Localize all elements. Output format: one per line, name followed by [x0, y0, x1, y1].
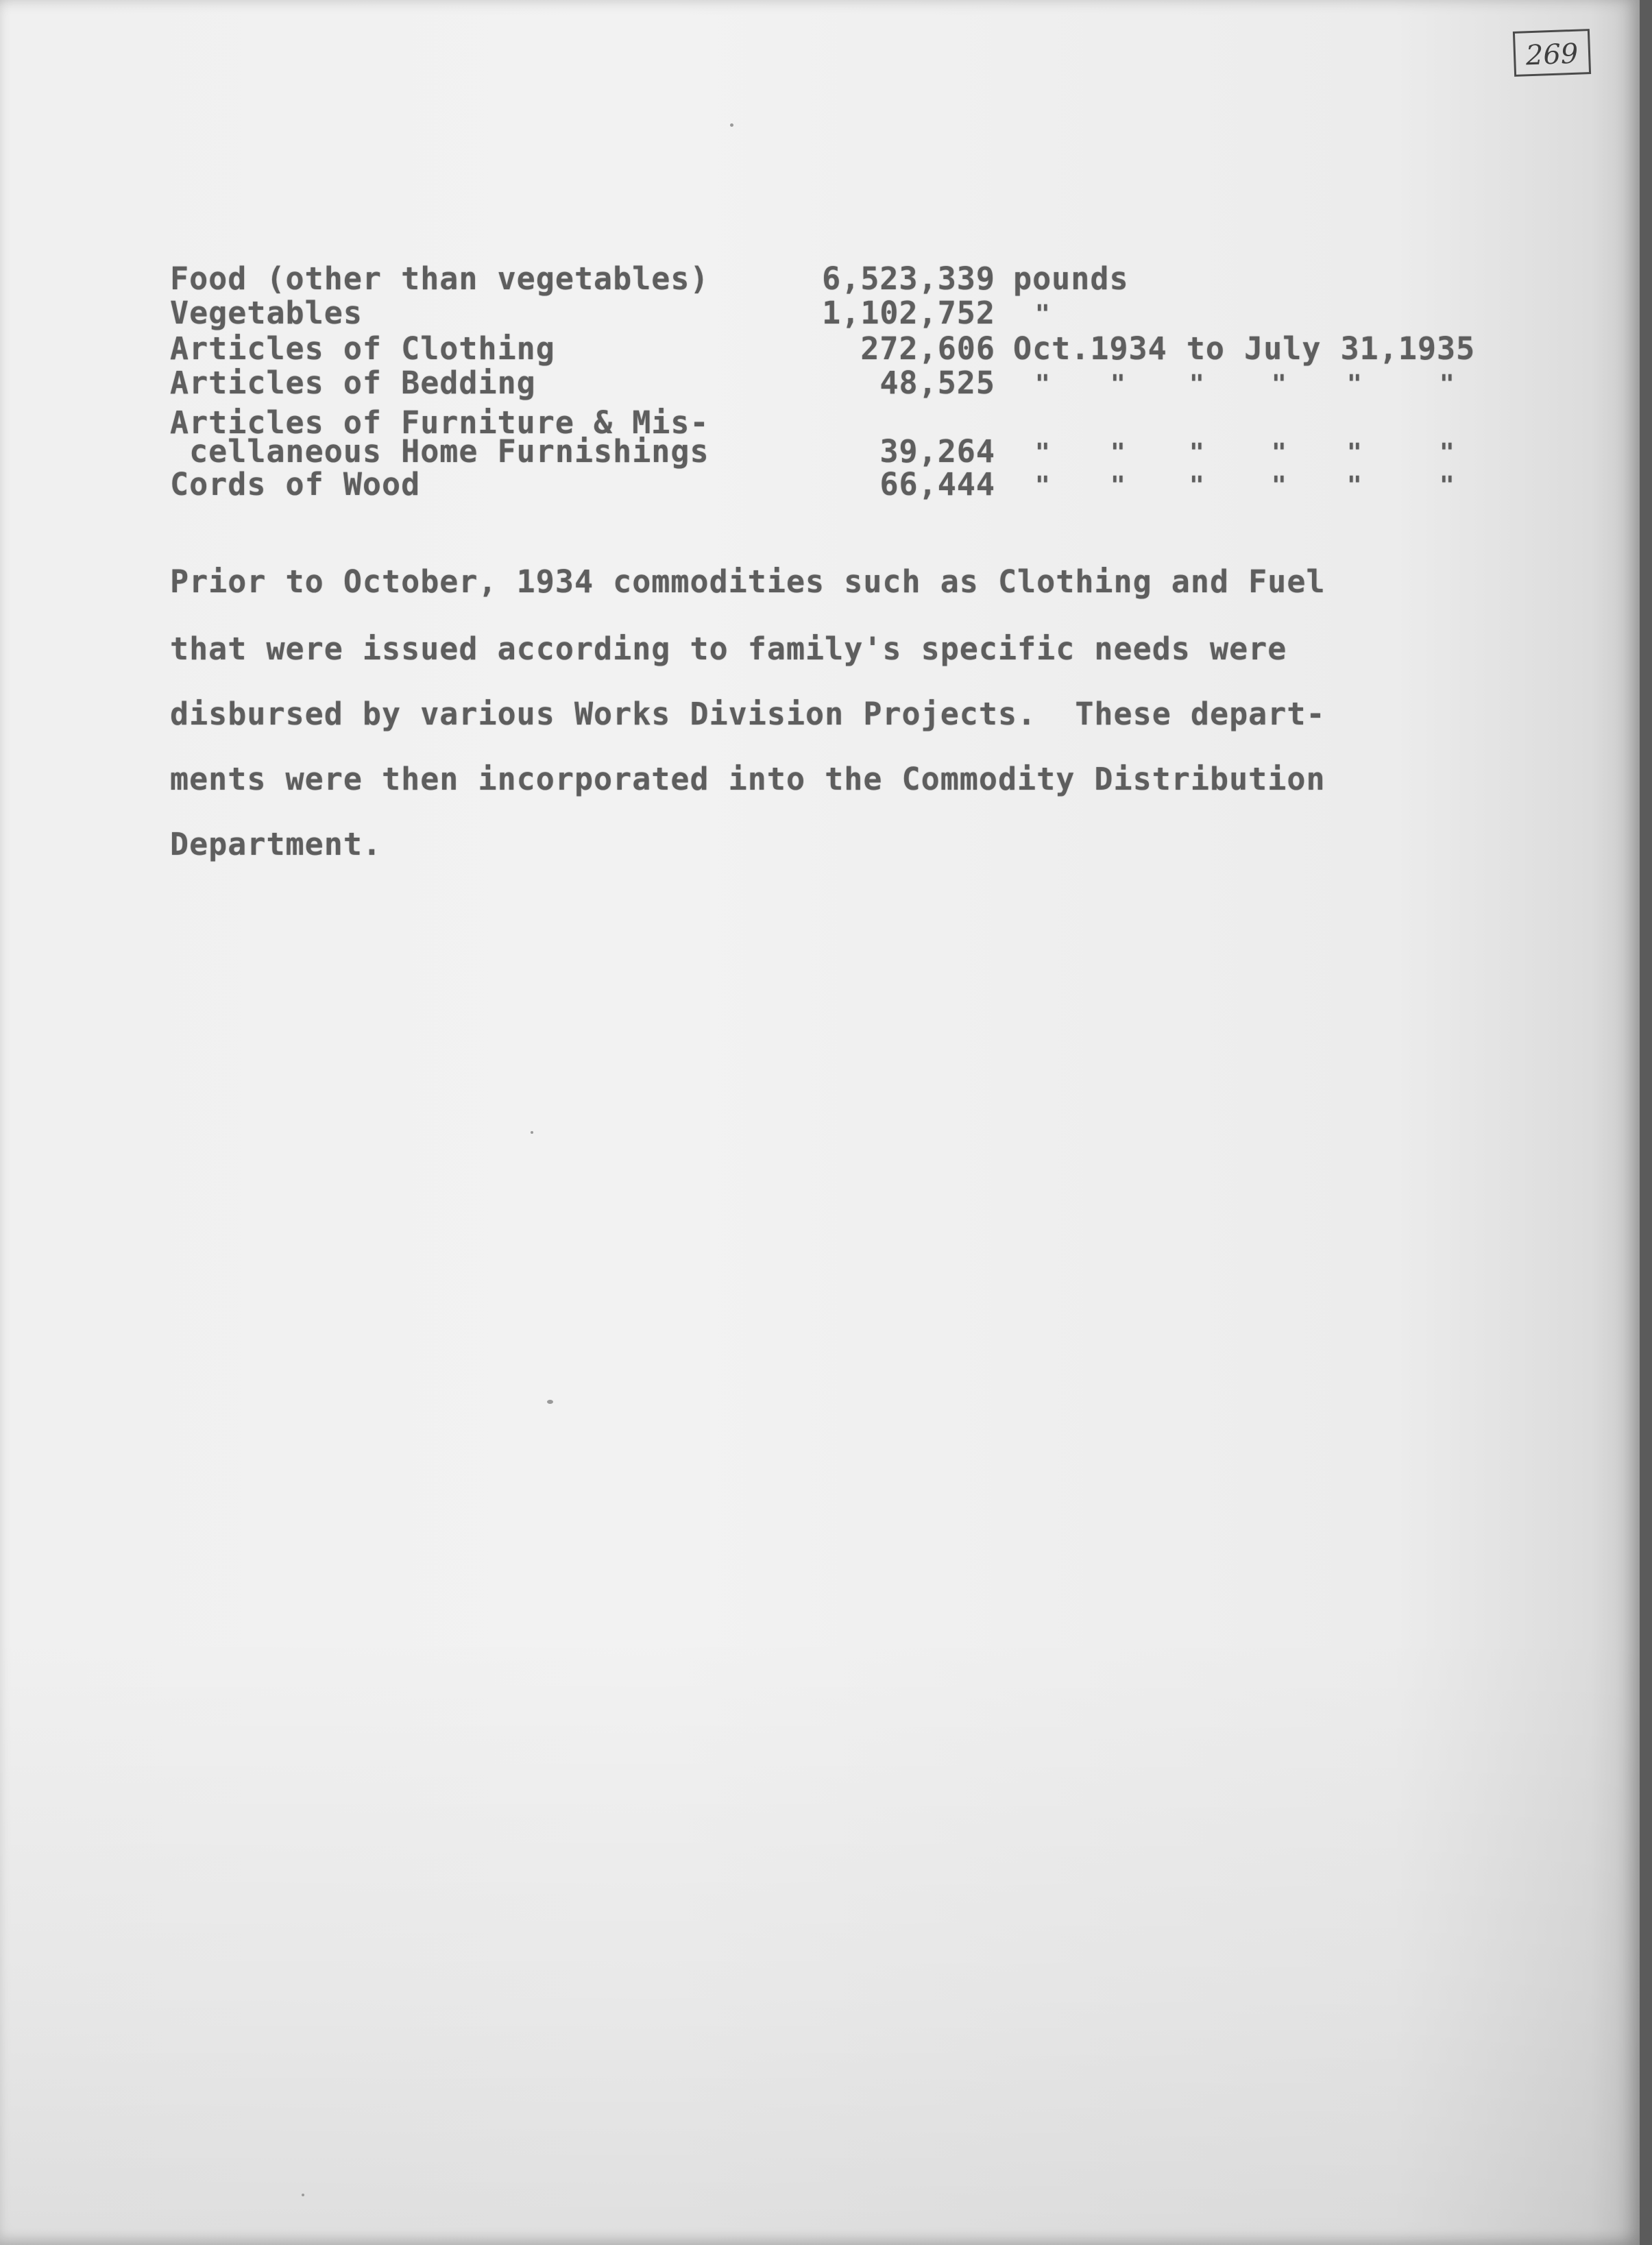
ditto-mark: " [1035, 472, 1051, 500]
ditto-marks [1035, 466, 1481, 503]
paragraph-line: Prior to October, 1934 commodities such as Clothing and Fuel [170, 563, 1326, 600]
ditto-mark: " [1272, 370, 1287, 398]
item-label: cellaneous Home Furnishings [170, 433, 709, 470]
ditto-mark: " [1347, 370, 1363, 398]
page-shading [0, 1628, 1640, 2245]
paragraph-line: Department. [170, 826, 382, 862]
table-row [0, 433, 1640, 470]
item-label: Vegetables [170, 295, 363, 331]
quantity-value: 66,444 [879, 466, 995, 502]
quantity-value: 39,264 [879, 433, 995, 470]
ditto-mark: " [1035, 439, 1051, 467]
ditto-mark: " [1272, 472, 1287, 500]
ditto-mark: " [1189, 439, 1205, 467]
quantity-value: 6,523,339 [822, 260, 995, 297]
paragraph-line: disbursed by various Works Division Projects. These depart- [170, 696, 1326, 732]
table-row [0, 466, 1640, 503]
ditto-mark: " [1440, 439, 1455, 467]
item-label: Articles of Furniture & Mis- [170, 404, 709, 441]
ditto-marks [1035, 365, 1481, 402]
ditto-mark: " [1189, 472, 1205, 500]
page-number: 269 [1513, 29, 1591, 77]
ditto-mark: " [1110, 472, 1126, 500]
item-label: Cords of Wood [170, 466, 421, 502]
unit-label: pounds [1013, 260, 1129, 297]
paper-speck [531, 1131, 533, 1134]
table-row [0, 295, 1640, 332]
item-label: Food (other than vegetables) [170, 260, 709, 297]
ditto-mark: " [1347, 472, 1363, 500]
table-row [0, 260, 1640, 298]
quantity-value: 48,525 [879, 365, 995, 401]
ditto-mark: " [1110, 370, 1126, 398]
ditto-marks [1035, 433, 1481, 470]
ditto-mark: " [1035, 370, 1051, 398]
ditto-mark: " [1440, 370, 1455, 398]
quantity-value: 272,606 [860, 330, 995, 367]
paper-speck [547, 1400, 553, 1404]
table-row [0, 365, 1640, 402]
ditto-mark: " [1272, 439, 1287, 467]
unit-label: Oct.1934 to July 31,1935 [1013, 330, 1476, 367]
item-label: Articles of Clothing [170, 330, 555, 367]
paragraph-line: that were issued according to family's specific needs were [170, 631, 1287, 667]
ditto-mark: " [1347, 439, 1363, 467]
item-label: Articles of Bedding [170, 365, 536, 401]
ditto-mark: " [1189, 370, 1205, 398]
ditto-marks [1035, 295, 1481, 332]
quantity-value: 1,102,752 [822, 295, 995, 331]
ditto-mark: " [1440, 472, 1455, 500]
ditto-mark: " [1035, 300, 1051, 328]
paragraph-line: ments were then incorporated into the Commodity Distribution [170, 761, 1326, 797]
paper-speck [730, 123, 733, 127]
paper-speck [302, 2194, 304, 2196]
ditto-mark: " [1110, 439, 1126, 467]
table-row [0, 330, 1640, 367]
